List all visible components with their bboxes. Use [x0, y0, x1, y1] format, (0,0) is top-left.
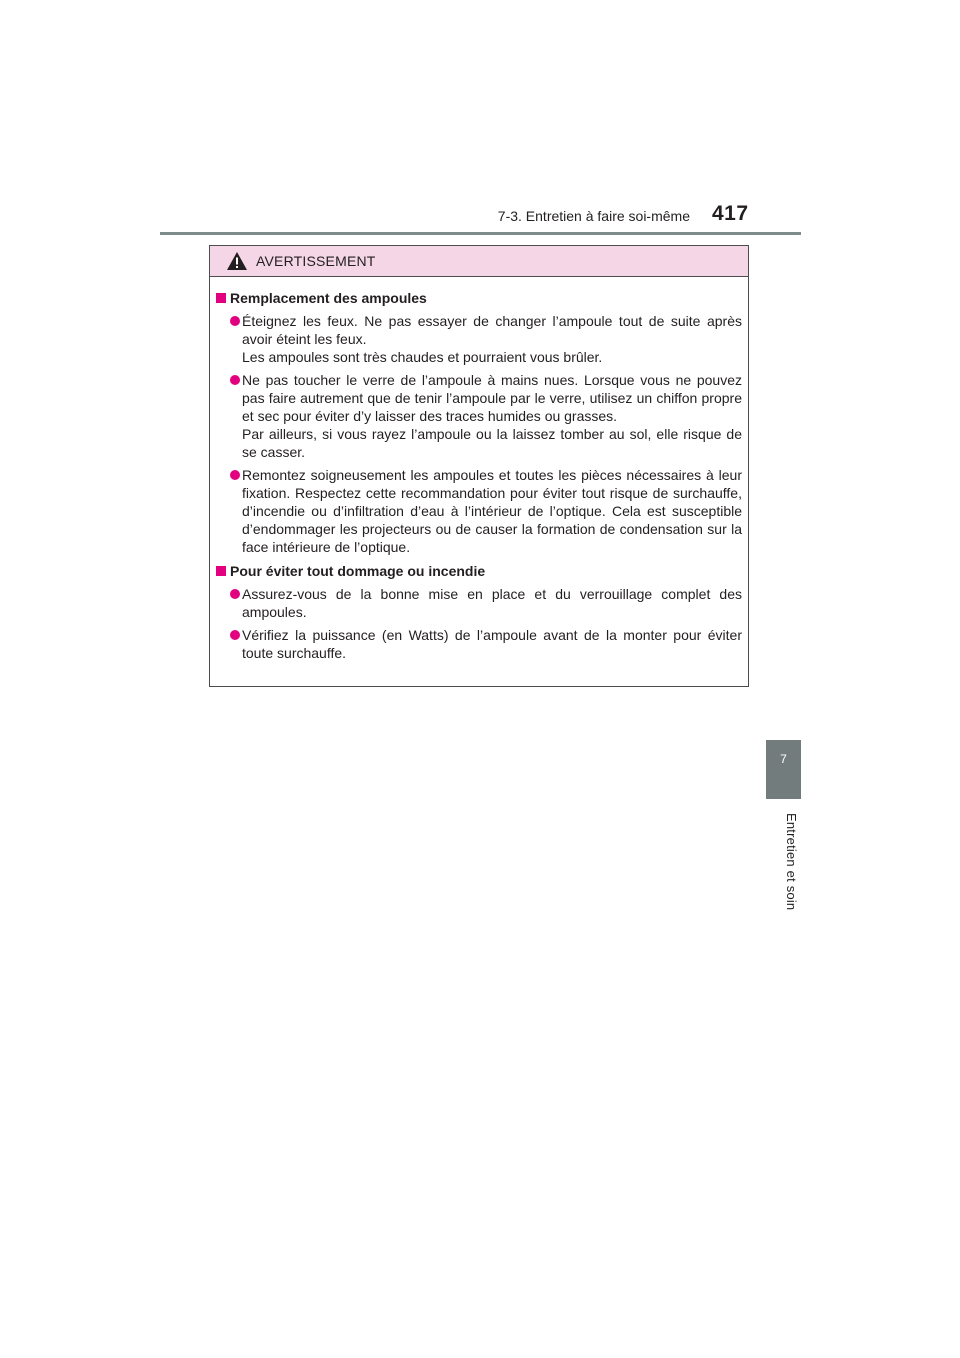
bullet-text: Remontez soigneusement les ampoules et toutes les pièces nécessaires à leur fixation. Respectez cette recommandation pour éviter tout risque de surchauffe, d’incendie ou d’infiltration d’eau à l’intérieur de l’optique. Cela est susceptible d’endommager les projecteurs ou de causer la formation de condensation sur la face intérieure de l’optique. [242, 467, 742, 555]
bullet-item [216, 585, 742, 621]
circle-bullet-icon [230, 589, 240, 599]
chapter-number: 7 [780, 752, 787, 766]
warning-triangle-icon [226, 251, 248, 271]
circle-bullet-icon [230, 316, 240, 326]
bullet-text: Éteignez les feux. Ne pas essayer de changer l’ampoule tout de suite après avoir éteint les feux. Les ampoules sont très chaudes et pourraient vous brûler. [242, 313, 742, 365]
warning-title: AVERTISSEMENT [256, 253, 376, 269]
warning-body [210, 277, 748, 662]
warning-header [210, 246, 748, 277]
bullet-item [216, 371, 742, 461]
square-bullet-icon [216, 566, 226, 576]
section-heading [216, 289, 742, 307]
circle-bullet-icon [230, 470, 240, 480]
bullet-item [216, 466, 742, 556]
circle-bullet-icon [230, 375, 240, 385]
chapter-tab [766, 740, 801, 799]
bullet-text: Assurez-vous de la bonne mise en place et du verrouillage complet des ampoules. [242, 586, 742, 620]
section-heading-text: Pour éviter tout dommage ou incendie [230, 563, 486, 579]
bullet-item [216, 312, 742, 366]
section-heading-text: Remplacement des ampoules [230, 290, 427, 306]
section-title: 7-3. Entretien à faire soi-même [497, 208, 690, 224]
bullet-text: Vérifiez la puissance (en Watts) de l’ampoule avant de la monter pour éviter toute surchauffe. [242, 627, 742, 661]
header-rule [160, 232, 801, 235]
bullet-text: Ne pas toucher le verre de l’ampoule à mains nues. Lorsque vous ne pouvez pas faire autrement que de tenir l’ampoule par le verre, utilisez un chiffon propre et sec pour éviter d’y laisser des traces humides ou grasses. Par ailleurs, si vous rayez l’ampoule ou la laissez tomber au sol, elle risque de se casser. [242, 372, 742, 460]
circle-bullet-icon [230, 630, 240, 640]
square-bullet-icon [216, 293, 226, 303]
warning-box [209, 245, 749, 687]
bullet-item [216, 626, 742, 662]
chapter-title: Entretien et soin [784, 813, 799, 911]
section-heading [216, 562, 742, 580]
page-number: 417 [712, 202, 749, 225]
